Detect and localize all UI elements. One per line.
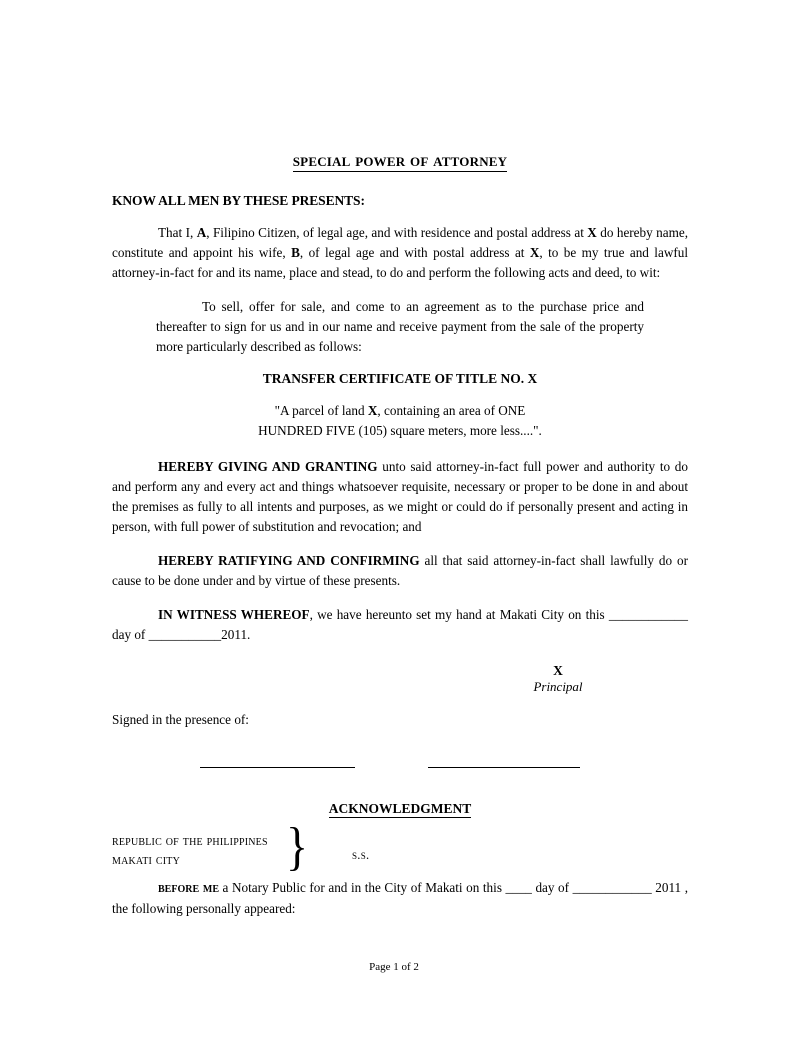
paragraph-granting	[112, 457, 688, 537]
ratifying-rest: all that said attorney-in-fact shall lawfully do or cause to be done under and by virtue of these presents.	[112, 553, 688, 589]
powers-block	[112, 297, 688, 357]
acknowledgment-heading-text: ACKNOWLEDGMENT	[328, 801, 472, 816]
parcel-line1-a: "A parcel of land	[274, 403, 368, 419]
para-appointment-t1: That I,	[158, 225, 197, 240]
parcel-description	[112, 401, 688, 441]
paragraph-before-me	[112, 878, 688, 919]
placeholder-attorney-b: B	[291, 245, 300, 261]
principal-signature-block	[498, 663, 618, 696]
principal-name: X	[553, 663, 563, 678]
placeholder-parcel-x: X	[367, 403, 378, 419]
granting-lead: HEREBY GIVING AND GRANTING	[158, 458, 378, 474]
witness-rest: , we have hereunto set my hand at Makati City on this ____________ day of ___________2011.	[112, 607, 688, 643]
page-title-text: special power of attorney	[292, 150, 508, 170]
signed-in-presence-label: Signed in the presence of:	[112, 712, 249, 727]
witness-signature-line-2	[428, 767, 580, 768]
venue-republic: republic of the philippines	[112, 833, 268, 849]
placeholder-principal-a: A	[196, 225, 207, 240]
acknowledgment-heading	[112, 801, 688, 817]
before-me-lead: before me	[158, 881, 219, 896]
page-title	[112, 150, 688, 171]
venue-city: makati city	[112, 852, 181, 869]
paragraph-ratifying	[112, 551, 688, 591]
document-body	[112, 150, 688, 659]
tct-heading: TRANSFER CERTIFICATE OF TITLE NO. X	[262, 371, 538, 387]
placeholder-address-x2: X	[529, 245, 540, 261]
principal-role-label: Principal	[533, 679, 583, 695]
ratifying-lead: HEREBY RATIFYING AND CONFIRMING	[158, 553, 420, 569]
parcel-line1-b: , containing an area of ONE	[377, 403, 526, 419]
witness-signature-line-1	[200, 767, 355, 768]
paragraph-witness-whereof	[112, 605, 688, 645]
ss-label: s.s.	[352, 848, 370, 862]
para-appointment-t5: , to be my true and lawful attorney-in-fact for and its name, place and stead, to do and perform the following acts and deed, to wit:	[112, 245, 689, 281]
parcel-line2: HUNDRED FIVE (105) square meters, more less....".	[258, 423, 542, 439]
witness-lead: IN WITNESS WHEREOF	[158, 607, 310, 623]
page-footer: Page 1 of 2	[369, 961, 419, 973]
know-all-men-heading: KNOW ALL MEN BY THESE PRESENTS:	[112, 193, 365, 208]
granting-rest: unto said attorney-in-fact full power and authority to do and perform any and every act and things whatsoever requisite, necessary or proper to be done in and about the premises as fully to all intents and purposes, as we might or could do if personally present and acting in person, with full power of substitution and revocation; and	[112, 458, 688, 535]
paragraph-appointment	[112, 223, 688, 283]
before-me-rest: a Notary Public for and in the City of Makati on this ____ day of ____________ 2011 , the following personally appeared:	[112, 880, 689, 917]
venue-brace: }	[286, 817, 309, 876]
para-appointment-t3: do hereby name, constitute and appoint his wife,	[112, 225, 689, 261]
para-appointment-t4: , of legal age and with postal address at	[299, 245, 530, 261]
paragraph-to-sell: To sell, offer for sale, and come to an agreement as to the purchase price and thereafter to sign for us and in our name and receive payment from the sale of the property more particularly described as follows:	[156, 299, 644, 355]
placeholder-address-x1: X	[587, 225, 597, 240]
para-appointment-t2: , Filipino Citizen, of legal age, and with residence and postal address at	[206, 225, 588, 240]
